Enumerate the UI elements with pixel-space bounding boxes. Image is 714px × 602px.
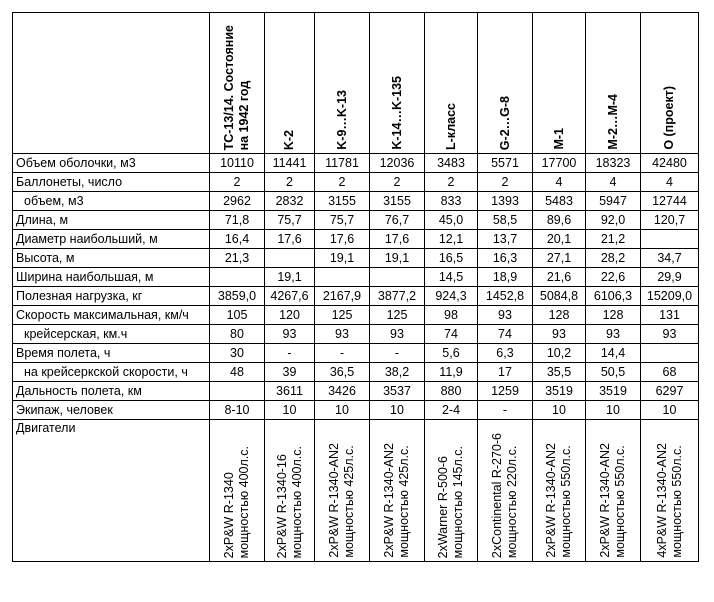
table-cell: 4 <box>641 173 699 192</box>
table-cell: 74 <box>425 325 478 344</box>
table-cell: 18323 <box>586 154 641 173</box>
engine-cell <box>265 420 315 562</box>
table-cell: 4267,6 <box>265 287 315 306</box>
row-label: Полезная нагрузка, кг <box>13 287 210 306</box>
table-row <box>13 192 699 211</box>
table-cell: - <box>265 344 315 363</box>
engine-text: 2xP&W R-1340-AN2 мощностью 550л.с. <box>544 443 573 558</box>
table-cell: 2167,9 <box>315 287 370 306</box>
col-header-k14-k135: K-14…K-135 <box>370 13 425 154</box>
row-label: Двигатели <box>13 420 210 562</box>
engine-text: 2xWarner R-500-6 мощностью 145л.с. <box>436 445 465 558</box>
table-cell: 10 <box>370 401 425 420</box>
table-cell: 16,5 <box>425 249 478 268</box>
row-label: Длина, м <box>13 211 210 230</box>
table-cell: 11,9 <box>425 363 478 382</box>
row-label: Ширина наибольшая, м <box>13 268 210 287</box>
table-cell: 924,3 <box>425 287 478 306</box>
table-cell: 6106,3 <box>586 287 641 306</box>
table-cell: 45,0 <box>425 211 478 230</box>
table-cell: 34,7 <box>641 249 699 268</box>
table-cell: 10 <box>533 401 586 420</box>
table-cell: 6,3 <box>478 344 533 363</box>
table-cell: 93 <box>478 306 533 325</box>
engine-text: 2xP&W R-1340 мощностью 400л.с. <box>222 445 251 558</box>
table-cell: 39 <box>265 363 315 382</box>
table-cell: 21,2 <box>586 230 641 249</box>
table-cell: 125 <box>370 306 425 325</box>
table-cell <box>210 382 265 401</box>
table-cell: 10 <box>315 401 370 420</box>
table-cell: 128 <box>533 306 586 325</box>
table-cell: 75,7 <box>265 211 315 230</box>
engine-text: 2xP&W R-1340-AN2 мощностью 425л.с. <box>382 443 411 558</box>
row-label: Дальность полета, км <box>13 382 210 401</box>
table-cell: 74 <box>478 325 533 344</box>
table-cell: 10 <box>265 401 315 420</box>
table-cell: 21,3 <box>210 249 265 268</box>
table-cell: 2 <box>478 173 533 192</box>
table-cell: 2-4 <box>425 401 478 420</box>
table-cell: 21,6 <box>533 268 586 287</box>
table-cell: 12744 <box>641 192 699 211</box>
table-cell: 3519 <box>533 382 586 401</box>
table-cell: 2 <box>265 173 315 192</box>
table-cell: 58,5 <box>478 211 533 230</box>
col-header-o-project: O (проект) <box>641 13 699 154</box>
table-row <box>13 306 699 325</box>
table-cell: 36,5 <box>315 363 370 382</box>
table-cell: 6297 <box>641 382 699 401</box>
row-label: Баллонеты, число <box>13 173 210 192</box>
row-label: крейсерская, км.ч <box>13 325 210 344</box>
table-cell: 93 <box>641 325 699 344</box>
table-cell: 17,6 <box>315 230 370 249</box>
engine-cell <box>315 420 370 562</box>
table-cell: 105 <box>210 306 265 325</box>
table-cell: 17 <box>478 363 533 382</box>
table-cell: 92,0 <box>586 211 641 230</box>
table-row <box>13 230 699 249</box>
table-cell: 22,6 <box>586 268 641 287</box>
engine-cell <box>425 420 478 562</box>
corner-cell <box>13 13 210 154</box>
table-cell: 14,5 <box>425 268 478 287</box>
table-cell: 2962 <box>210 192 265 211</box>
table-cell: 48 <box>210 363 265 382</box>
table-row <box>13 344 699 363</box>
table-cell: 3611 <box>265 382 315 401</box>
table-cell: 3483 <box>425 154 478 173</box>
table-cell: 93 <box>265 325 315 344</box>
table-cell: 16,3 <box>478 249 533 268</box>
row-label: на крейсеркской скорости, ч <box>13 363 210 382</box>
table-cell: 4 <box>586 173 641 192</box>
table-row <box>13 401 699 420</box>
table-cell: 11441 <box>265 154 315 173</box>
table-cell: 12036 <box>370 154 425 173</box>
table-cell: 89,6 <box>533 211 586 230</box>
table-cell: 75,7 <box>315 211 370 230</box>
table-cell: 17,6 <box>370 230 425 249</box>
table-cell: 50,5 <box>586 363 641 382</box>
table-cell: 10,2 <box>533 344 586 363</box>
table-cell: 880 <box>425 382 478 401</box>
engine-cell <box>210 420 265 562</box>
table-cell: 15209,0 <box>641 287 699 306</box>
table-cell: 3155 <box>370 192 425 211</box>
table-cell: 5483 <box>533 192 586 211</box>
table-cell: 20,1 <box>533 230 586 249</box>
engine-cell <box>586 420 641 562</box>
table-cell: 3519 <box>586 382 641 401</box>
table-cell: 14,4 <box>586 344 641 363</box>
table-cell: 19,1 <box>315 249 370 268</box>
table-row <box>13 211 699 230</box>
table-cell <box>370 268 425 287</box>
table-cell: 5571 <box>478 154 533 173</box>
table-cell: 5947 <box>586 192 641 211</box>
table-cell: 3537 <box>370 382 425 401</box>
col-header-k9-k13: K-9…K-13 <box>315 13 370 154</box>
table-row <box>13 363 699 382</box>
engine-cell <box>478 420 533 562</box>
table-cell <box>265 249 315 268</box>
header-row <box>13 13 699 154</box>
airship-spec-table <box>12 12 699 562</box>
table-cell: 93 <box>315 325 370 344</box>
table-cell: 17700 <box>533 154 586 173</box>
table-cell <box>210 268 265 287</box>
table-cell: 3877,2 <box>370 287 425 306</box>
col-header-l-class: L-класс <box>425 13 478 154</box>
row-label: Скорость максимальная, км/ч <box>13 306 210 325</box>
table-cell: 71,8 <box>210 211 265 230</box>
table-row <box>13 249 699 268</box>
table-cell: 120 <box>265 306 315 325</box>
row-label: Объем оболочки, м3 <box>13 154 210 173</box>
row-label: Время полета, ч <box>13 344 210 363</box>
table-cell: 10 <box>641 401 699 420</box>
table-row <box>13 325 699 344</box>
table-cell: 17,6 <box>265 230 315 249</box>
table-cell: 93 <box>586 325 641 344</box>
table-cell <box>315 268 370 287</box>
table-cell: - <box>478 401 533 420</box>
row-label: Высота, м <box>13 249 210 268</box>
engine-cell <box>370 420 425 562</box>
table-cell: 93 <box>370 325 425 344</box>
engine-text: 2xP&W R-1340-AN2 мощностью 425л.с. <box>327 443 356 558</box>
table-cell: 833 <box>425 192 478 211</box>
table-cell <box>641 230 699 249</box>
table-cell: 11781 <box>315 154 370 173</box>
engine-cell <box>641 420 699 562</box>
col-header-m1: M-1 <box>533 13 586 154</box>
table-cell: 5,6 <box>425 344 478 363</box>
col-header-k2: K-2 <box>265 13 315 154</box>
table-cell: 1259 <box>478 382 533 401</box>
table-cell: 68 <box>641 363 699 382</box>
row-label: объем, м3 <box>13 192 210 211</box>
table-cell: 3155 <box>315 192 370 211</box>
table-cell: 19,1 <box>265 268 315 287</box>
engine-text: 2xP&W R-1340-AN2 мощностью 550л.с. <box>598 443 627 558</box>
table-cell: 28,2 <box>586 249 641 268</box>
table-cell: 35,5 <box>533 363 586 382</box>
table-row <box>13 268 699 287</box>
table-cell: 1393 <box>478 192 533 211</box>
table-cell: 30 <box>210 344 265 363</box>
table-row <box>13 287 699 306</box>
table-row <box>13 173 699 192</box>
engine-text: 4xP&W R-1340-AN2 мощностью 550л.с. <box>654 443 684 558</box>
engine-text: 2xP&W R-1340-16 мощностью 400л.с. <box>274 445 304 558</box>
table-cell: 5084,8 <box>533 287 586 306</box>
table-cell: 2 <box>370 173 425 192</box>
table-cell: 27,1 <box>533 249 586 268</box>
table-cell: 12,1 <box>425 230 478 249</box>
table-row <box>13 154 699 173</box>
engine-text: 2xContinental R-270-6 мощностью 220л.с. <box>490 432 519 558</box>
table-cell: 2 <box>315 173 370 192</box>
table-cell: 98 <box>425 306 478 325</box>
table-cell: - <box>315 344 370 363</box>
row-label: Экипаж, человек <box>13 401 210 420</box>
engine-cell <box>533 420 586 562</box>
col-header-m2-m4: M-2…M-4 <box>586 13 641 154</box>
table-cell: 80 <box>210 325 265 344</box>
table-cell: 42480 <box>641 154 699 173</box>
table-cell: - <box>370 344 425 363</box>
row-label: Диаметр наибольший, м <box>13 230 210 249</box>
table-cell: 38,2 <box>370 363 425 382</box>
table-cell: 18,9 <box>478 268 533 287</box>
table-cell: 2 <box>210 173 265 192</box>
table-cell: 10110 <box>210 154 265 173</box>
table-cell: 29,9 <box>641 268 699 287</box>
table-cell: 3859,0 <box>210 287 265 306</box>
col-header-tc13: TC-13/14. Состояние на 1942 год <box>210 13 265 154</box>
table-cell: 125 <box>315 306 370 325</box>
table-cell: 2832 <box>265 192 315 211</box>
table-cell: 1452,8 <box>478 287 533 306</box>
table-cell: 120,7 <box>641 211 699 230</box>
table-cell: 128 <box>586 306 641 325</box>
table-cell: 76,7 <box>370 211 425 230</box>
table-cell: 93 <box>533 325 586 344</box>
table-cell: 19,1 <box>370 249 425 268</box>
table-cell: 2 <box>425 173 478 192</box>
engines-row <box>13 420 699 562</box>
table-cell: 10 <box>586 401 641 420</box>
col-header-g2-g8: G-2…G-8 <box>478 13 533 154</box>
table-cell: 8-10 <box>210 401 265 420</box>
table-cell: 131 <box>641 306 699 325</box>
table-cell: 4 <box>533 173 586 192</box>
table-cell: 13,7 <box>478 230 533 249</box>
table-row <box>13 382 699 401</box>
table-cell: 16,4 <box>210 230 265 249</box>
table-cell: 3426 <box>315 382 370 401</box>
table-cell <box>641 344 699 363</box>
